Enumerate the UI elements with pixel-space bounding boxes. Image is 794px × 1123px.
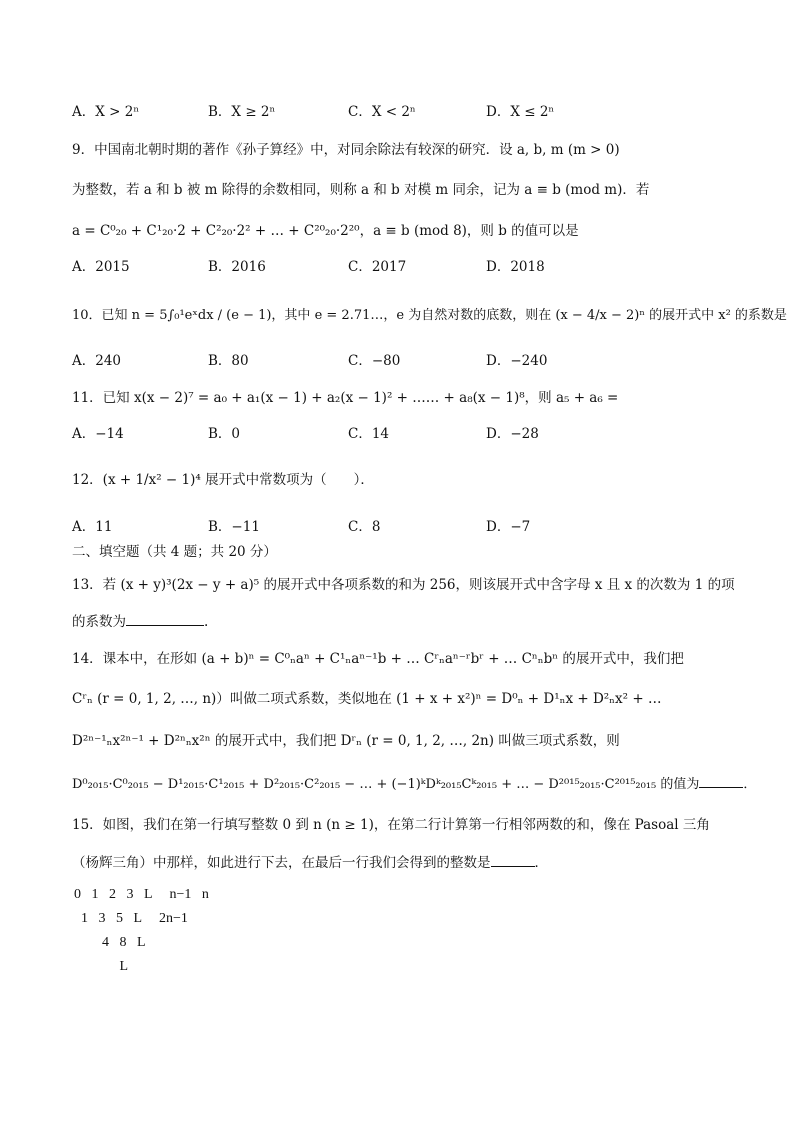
q15-stem-line-2: （杨辉三角）中那样，如此进行下去，在最后一行我们会得到的整数是 ．	[72, 852, 548, 873]
q14-stem-line-4: D⁰₂₀₁₅·C⁰₂₀₁₅ − D¹₂₀₁₅·C¹₂₀₁₅ + D²₂₀₁₅·C²₂₀₁₅ − … + (−1)ᵏDᵏ₂₀₁₅Cᵏ₂₀₁₅ + … − D²⁰¹⁵₂₀₁₅·C²⁰¹⁵₂₀₁₅ 的值为 ．	[72, 773, 756, 795]
q8-option-d: D．X ≤ 2ⁿ	[486, 104, 555, 120]
q14-stem-text: D⁰₂₀₁₅·C⁰₂₀₁₅ − D¹₂₀₁₅·C¹₂₀₁₅ + D²₂₀₁₅·C²₂₀₁₅ − … + (−1)ᵏDᵏ₂₀₁₅Cᵏ₂₀₁₅ + … − D²⁰¹⁵₂₀₁₅·C²⁰¹⁵₂₀₁₅ 的值为	[72, 777, 700, 792]
section-heading-fill-in: 二、填空题（共 4 题；共 20 分）	[72, 544, 277, 560]
q9-stem-line-1: 9．中国南北朝时期的著作《孙子算经》中，对同余除法有较深的研究．设 a, b, m (m > 0)	[72, 142, 620, 158]
q9-stem-line-3: a = C⁰₂₀ + C¹₂₀·2 + C²₂₀·2² + … + C²⁰₂₀·2²⁰，a ≡ b (mod 8)，则 b 的值可以是	[72, 223, 579, 239]
q13-stem-line-1: 13．若 (x + y)³(2x − y + a)⁵ 的展开式中各项系数的和为 256，则该展开式中含字母 x 且 x 的次数为 1 的项	[72, 577, 735, 593]
q12-stem-line-1: 12．(x + 1/x² − 1)⁴ 展开式中常数项为（ ）．	[72, 472, 374, 488]
triangle-row-1: 0 1 2 3 L n−1 n	[74, 887, 209, 902]
q14-answer-blank[interactable]	[699, 773, 743, 788]
q13-answer-blank[interactable]	[126, 611, 204, 626]
q13-stem-line-2: 的系数为 .	[72, 611, 208, 632]
q10-option-c: C．−80	[348, 353, 401, 369]
q11-stem-line-1: 11．已知 x(x − 2)⁷ = a₀ + a₁(x − 1) + a₂(x − 1)² + …… + a₈(x − 1)⁸，则 a₅ + a₆ =	[72, 390, 619, 406]
q10-stem-line-1: 10．已知 n = 5∫₀¹eˣdx / (e − 1)，其中 e = 2.71…，e 为自然对数的底数，则在 (x − 4/x − 2)ⁿ 的展开式中 x² 的系数是	[72, 308, 787, 323]
q14-stem-line-2: Cʳₙ (r = 0, 1, 2, …, n)）叫做二项式系数，类似地在 (1 + x + x²)ⁿ = D⁰ₙ + D¹ₙx + D²ₙx² + …	[72, 691, 662, 707]
q11-option-b: B．0	[208, 426, 241, 442]
q8-option-a: A．X > 2ⁿ	[72, 104, 140, 120]
q11-option-a: A．−14	[72, 426, 124, 442]
q14-stem-line-3: D²ⁿ⁻¹ₙx²ⁿ⁻¹ + D²ⁿₙx²ⁿ 的展开式中，我们把 Dʳₙ (r = 0, 1, 2, …, 2n) 叫做三项式系数，则	[72, 733, 620, 749]
q15-answer-blank[interactable]	[491, 852, 535, 867]
q14-stem-line-1: 14．课本中，在形如 (a + b)ⁿ = C⁰ₙaⁿ + C¹ₙaⁿ⁻¹b + … Cʳₙaⁿ⁻ʳbʳ + … Cⁿₙbⁿ 的展开式中，我们把	[72, 651, 684, 667]
q12-option-b: B．−11	[208, 519, 260, 535]
q10-option-a: A．240	[72, 353, 122, 369]
q12-option-c: C．8	[348, 519, 381, 535]
q10-option-d: D．−240	[486, 353, 548, 369]
q13-stem-text: 的系数为	[72, 614, 126, 630]
q8-option-c: C．X < 2ⁿ	[348, 104, 416, 120]
triangle-row-4: L	[74, 959, 129, 974]
q9-option-b: B．2016	[208, 259, 266, 275]
q15-stem-line-1: 15．如图，我们在第一行填写整数 0 到 n (n ≥ 1)，在第二行计算第一行相邻两数的和，像在 Pasoal 三角	[72, 817, 710, 833]
q8-option-b: B．X ≥ 2ⁿ	[208, 104, 276, 120]
q11-option-c: C．14	[348, 426, 390, 442]
q9-option-a: A．2015	[72, 259, 130, 275]
q12-option-a: A．11	[72, 519, 113, 535]
q9-option-c: C．2017	[348, 259, 407, 275]
q9-stem-line-2: 为整数，若 a 和 b 被 m 除得的余数相同，则称 a 和 b 对模 m 同余，记为 a ≡ b (mod m)．若	[72, 182, 650, 198]
q12-option-d: D．−7	[486, 519, 531, 535]
q15-stem-text: （杨辉三角）中那样，如此进行下去，在最后一行我们会得到的整数是	[72, 855, 491, 871]
q11-option-d: D．−28	[486, 426, 539, 442]
triangle-row-2: 1 3 5 L 2n−1	[74, 911, 188, 926]
q10-option-b: B．80	[208, 353, 249, 369]
q9-option-d: D．2018	[486, 259, 545, 275]
triangle-row-3: 4 8 L	[74, 935, 146, 950]
